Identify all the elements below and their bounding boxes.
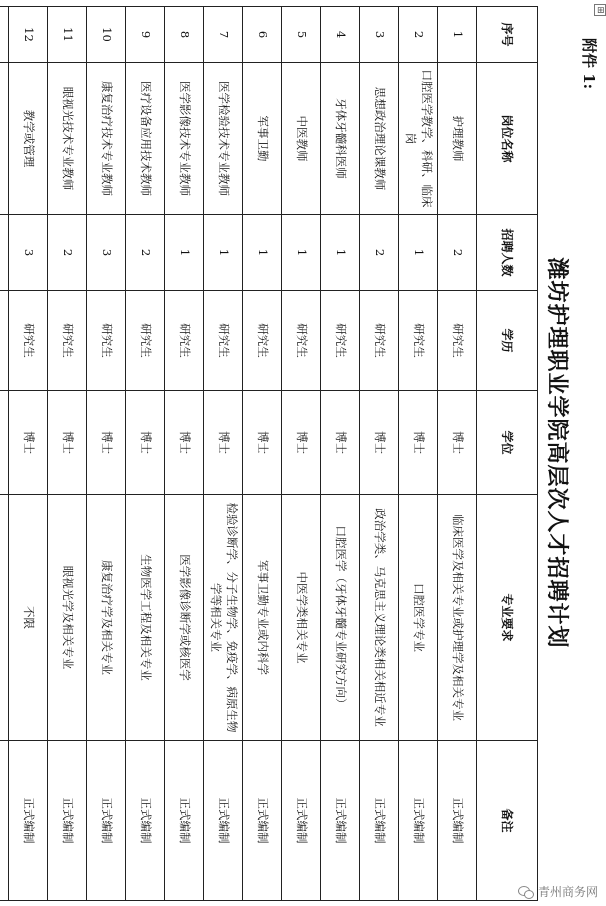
cell-degree: 博士 [87, 391, 126, 495]
cell-major: 口腔医学（牙体牙髓专业研究方向） [321, 495, 360, 741]
header-note: 备注 [477, 741, 538, 901]
cell-post: 康复治疗技术专业教师 [87, 63, 126, 215]
cell-degree: 博士 [204, 391, 243, 495]
cell-count: 2 [438, 215, 477, 291]
total-empty-cell [0, 391, 9, 495]
page-title: 潍坊护理职业学院高层次人才招聘计划 [544, 257, 570, 649]
table-row [87, 7, 126, 901]
cell-note: 正式编制 [360, 741, 399, 901]
cell-major: 生物医学工程及相关专业 [126, 495, 165, 741]
cell-count: 1 [282, 215, 321, 291]
annex-label: 附件 1: [580, 38, 598, 90]
cell-post: 医学检验技术专业教师 [204, 63, 243, 215]
cell-note: 正式编制 [48, 741, 87, 901]
cell-education: 研究生 [399, 291, 438, 391]
cell-note: 正式编制 [243, 741, 282, 901]
recruitment-plan-table [0, 6, 538, 901]
table-row [282, 7, 321, 901]
cell-count: 1 [165, 215, 204, 291]
table-row [243, 7, 282, 901]
cell-note: 正式编制 [321, 741, 360, 901]
total-row [0, 7, 9, 901]
cell-education: 研究生 [48, 291, 87, 391]
total-empty-cell [0, 291, 9, 391]
table-row [360, 7, 399, 901]
cell-degree: 博士 [165, 391, 204, 495]
cell-count: 3 [9, 215, 48, 291]
cell-degree: 博士 [321, 391, 360, 495]
header-education: 学历 [477, 291, 538, 391]
cell-degree: 博士 [243, 391, 282, 495]
cell-seq: 1 [438, 7, 477, 63]
table-row [399, 7, 438, 901]
cell-degree: 博士 [48, 391, 87, 495]
cell-education: 研究生 [87, 291, 126, 391]
total-empty-cell [0, 495, 9, 741]
cell-degree: 博士 [9, 391, 48, 495]
cell-seq: 3 [360, 7, 399, 63]
cell-post: 医疗设备应用技术教师 [126, 63, 165, 215]
table-row [9, 7, 48, 901]
cell-education: 研究生 [165, 291, 204, 391]
cell-major: 不限 [9, 495, 48, 741]
cell-education: 研究生 [282, 291, 321, 391]
cell-seq: 9 [126, 7, 165, 63]
total-empty-cell [0, 63, 9, 215]
header-degree: 学位 [477, 391, 538, 495]
table-row [204, 7, 243, 901]
cell-count: 2 [360, 215, 399, 291]
cell-degree: 博士 [282, 391, 321, 495]
cell-seq: 5 [282, 7, 321, 63]
total-count [0, 215, 9, 291]
cell-seq: 12 [9, 7, 48, 63]
cell-education: 研究生 [321, 291, 360, 391]
cell-education: 研究生 [9, 291, 48, 391]
cell-count: 1 [243, 215, 282, 291]
header-seq: 序号 [477, 7, 538, 63]
cell-degree: 博士 [360, 391, 399, 495]
cell-major: 中医学类相关专业 [282, 495, 321, 741]
cell-education: 研究生 [360, 291, 399, 391]
cell-education: 研究生 [126, 291, 165, 391]
cell-education: 研究生 [204, 291, 243, 391]
cell-seq: 10 [87, 7, 126, 63]
cell-major: 政治学类、马克思主义理论类相关相近专业 [360, 495, 399, 741]
table-row [438, 7, 477, 901]
cell-post: 医学影像技术专业教师 [165, 63, 204, 215]
cell-education: 研究生 [438, 291, 477, 391]
cell-count: 1 [399, 215, 438, 291]
cell-major: 康复治疗学及相关专业 [87, 495, 126, 741]
cell-seq: 4 [321, 7, 360, 63]
cell-count: 2 [48, 215, 87, 291]
cell-major: 军事卫勤专业或内科学 [243, 495, 282, 741]
cell-count: 1 [321, 215, 360, 291]
cell-major: 眼视光学及相关专业 [48, 495, 87, 741]
header-post: 岗位名称 [477, 63, 538, 215]
table-row [321, 7, 360, 901]
cell-seq: 8 [165, 7, 204, 63]
cell-note: 正式编制 [399, 741, 438, 901]
header-row [477, 7, 538, 901]
cell-post: 中医教师 [282, 63, 321, 215]
cell-note: 正式编制 [126, 741, 165, 901]
watermark [518, 883, 598, 900]
total-empty-cell [0, 741, 9, 901]
total-empty-cell [0, 7, 9, 63]
cell-seq: 11 [48, 7, 87, 63]
cell-count: 2 [126, 215, 165, 291]
wechat-icon [518, 886, 534, 898]
cell-count: 1 [204, 215, 243, 291]
cell-note: 正式编制 [87, 741, 126, 901]
cell-degree: 博士 [399, 391, 438, 495]
cell-post: 护理教师 [438, 63, 477, 215]
watermark-text: 青州商务网 [537, 885, 598, 899]
cell-note: 正式编制 [204, 741, 243, 901]
table-anchor-icon[interactable]: ⊞ [594, 4, 606, 16]
cell-note: 正式编制 [165, 741, 204, 901]
cell-post: 口腔医学教学、科研、临床岗 [399, 63, 438, 215]
cell-note: 正式编制 [438, 741, 477, 901]
cell-post: 思想政治理论课教师 [360, 63, 399, 215]
cell-post: 军事卫勤 [243, 63, 282, 215]
cell-education: 研究生 [243, 291, 282, 391]
header-major: 专业要求 [477, 495, 538, 741]
cell-major: 检验诊断学、分子生物学、免疫学、病原生物学等相关专业 [204, 495, 243, 741]
cell-count: 3 [87, 215, 126, 291]
cell-note: 正式编制 [282, 741, 321, 901]
cell-note: 正式编制 [9, 741, 48, 901]
cell-degree: 博士 [126, 391, 165, 495]
cell-seq: 2 [399, 7, 438, 63]
cell-seq: 7 [204, 7, 243, 63]
header-count: 招聘人数 [477, 215, 538, 291]
cell-post: 教学或管理 [9, 63, 48, 215]
cell-post: 牙体牙髓科医师 [321, 63, 360, 215]
cell-major: 口腔医学专业 [399, 495, 438, 741]
cell-post: 眼视光技术专业教师 [48, 63, 87, 215]
table-row [165, 7, 204, 901]
cell-major: 医学影像诊断学或核医学 [165, 495, 204, 741]
cell-major: 临床医学及相关专业或护理学及相关专业 [438, 495, 477, 741]
table-row [126, 7, 165, 901]
cell-degree: 博士 [438, 391, 477, 495]
cell-seq: 6 [243, 7, 282, 63]
table-row [48, 7, 87, 901]
